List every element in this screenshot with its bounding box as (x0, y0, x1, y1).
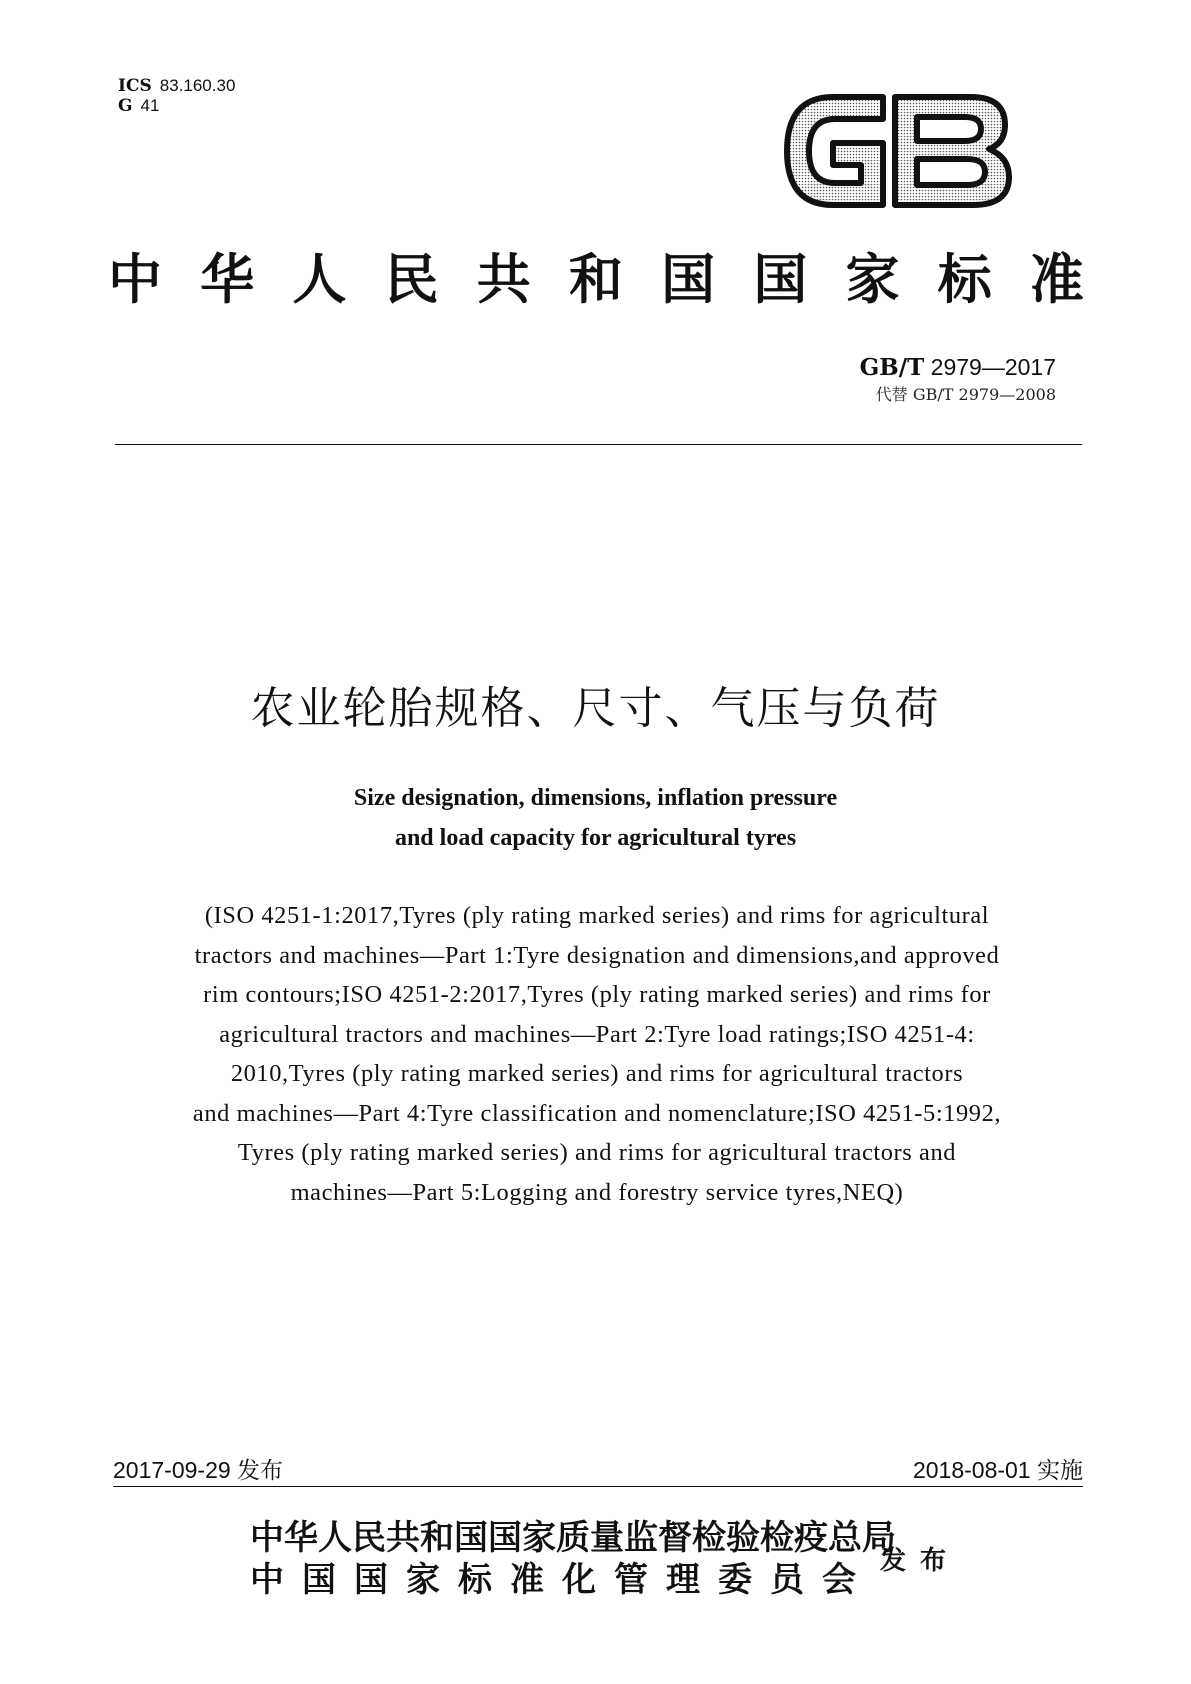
issuer-char: 监 (624, 1518, 658, 1558)
issuer-char: 家 (406, 1560, 440, 1600)
iso-note-line: machines—Part 5:Logging and forestry service tyres,NEQ) (290, 1178, 904, 1206)
iso-note-line: agricultural tractors and machines—Part 2:Tyre load ratings;ISO 4251-4: (219, 1020, 975, 1048)
issuer-char: 共 (386, 1518, 420, 1558)
title-char: 家 (845, 248, 900, 311)
issuer-char: 验 (726, 1518, 760, 1558)
issuer-char: 中 (250, 1518, 284, 1558)
document-title-en-line2: and load capacity for agricultural tyres (394, 825, 797, 851)
issuer-char: 准 (510, 1560, 544, 1600)
issuer-char: 化 (562, 1560, 596, 1600)
implementation-date: 2018-08-01 实施 (912, 1457, 1083, 1483)
standard-code: 2979—2017 (930, 354, 1056, 380)
issuer-char: 检 (760, 1518, 794, 1558)
issuer-char: 国 (454, 1518, 488, 1558)
issuer-char: 理 (666, 1560, 700, 1600)
issuer-char: 家 (522, 1518, 556, 1558)
title-char: 准 (1029, 248, 1084, 311)
gb-logo-graphic (783, 93, 1015, 209)
title-char: 华 (200, 248, 255, 311)
issuer-char: 管 (614, 1560, 648, 1600)
replaces-standard: 代替 GB/T 2979—2008 (875, 385, 1056, 404)
title-char: 中 (108, 248, 162, 311)
issuer-char: 总 (828, 1518, 862, 1558)
document-title-en-line1: Size designation, dimensions, inflation pressure (353, 785, 838, 811)
issuer-char: 委 (718, 1560, 752, 1600)
issuer-char: 国 (354, 1560, 388, 1600)
issuer-char: 国 (302, 1560, 336, 1600)
gb-logo (783, 93, 1015, 209)
iso-note-line: tractors and machines—Part 1:Tyre designation and dimensions,and approved (194, 941, 1000, 969)
issuer-char: 人 (318, 1518, 352, 1558)
issuer-char: 国 (488, 1518, 522, 1558)
ics-label: ICS (118, 76, 152, 96)
document-title-en (0, 778, 1191, 858)
title-char: 标 (937, 248, 992, 311)
national-standard-title (108, 248, 1084, 312)
issuer-sac (250, 1560, 856, 1600)
standard-prefix: GB/T (859, 354, 925, 381)
ics-line (118, 76, 235, 96)
iso-note-line: (ISO 4251-1:2017,Tyres (ply rating marked series) and rims for agricultural (204, 902, 990, 929)
document-title-zh: 农业轮胎规格、尺寸、气压与负荷 (250, 683, 941, 734)
issuer-char: 华 (284, 1518, 318, 1558)
iso-equivalence-note (112, 896, 1082, 1212)
issuer-char: 局 (862, 1518, 896, 1558)
issuer-char: 督 (658, 1518, 692, 1558)
issuer-char: 量 (590, 1518, 624, 1558)
iso-note-line: rim contours;ISO 4251-2:2017,Tyres (ply rating marked series) and rims for (203, 981, 991, 1008)
standard-number (860, 354, 1056, 381)
title-char: 和 (568, 248, 623, 311)
title-char: 民 (384, 248, 439, 311)
title-char: 国 (661, 248, 716, 311)
issuer-char: 会 (822, 1560, 856, 1600)
iso-note-line: Tyres (ply rating marked series) and rims for agricultural tractors and (237, 1139, 957, 1166)
iso-note-line: and machines—Part 4:Tyre classification and nomenclature;ISO 4251-5:1992, (192, 1099, 1002, 1127)
issuer-char: 民 (352, 1518, 386, 1558)
issuer-char: 中 (250, 1560, 284, 1600)
iso-note-line: 2010,Tyres (ply rating marked series) and rims for agricultural tractors (230, 1060, 964, 1087)
issuer-char: 和 (420, 1518, 454, 1558)
issuer-char: 疫 (794, 1518, 828, 1558)
publish-label: 发布 (880, 1546, 961, 1576)
issuer-char: 标 (458, 1560, 492, 1600)
issuer-char: 质 (556, 1518, 590, 1558)
classification-codes (118, 76, 235, 116)
ics-code: 83.160.30 (159, 76, 236, 95)
title-char: 共 (476, 248, 531, 311)
title-char: 人 (292, 248, 347, 311)
header-divider (115, 444, 1082, 445)
ccs-line (118, 96, 235, 116)
ccs-code: 41 (140, 96, 160, 115)
title-char: 国 (753, 248, 808, 311)
ccs-label: G (118, 96, 133, 116)
footer-divider (113, 1486, 1083, 1487)
issue-date: 2017-09-29 发布 (113, 1457, 284, 1483)
issuer-char: 员 (770, 1560, 804, 1600)
issuer-char: 检 (692, 1518, 726, 1558)
issuer-aqsiq (250, 1518, 896, 1558)
